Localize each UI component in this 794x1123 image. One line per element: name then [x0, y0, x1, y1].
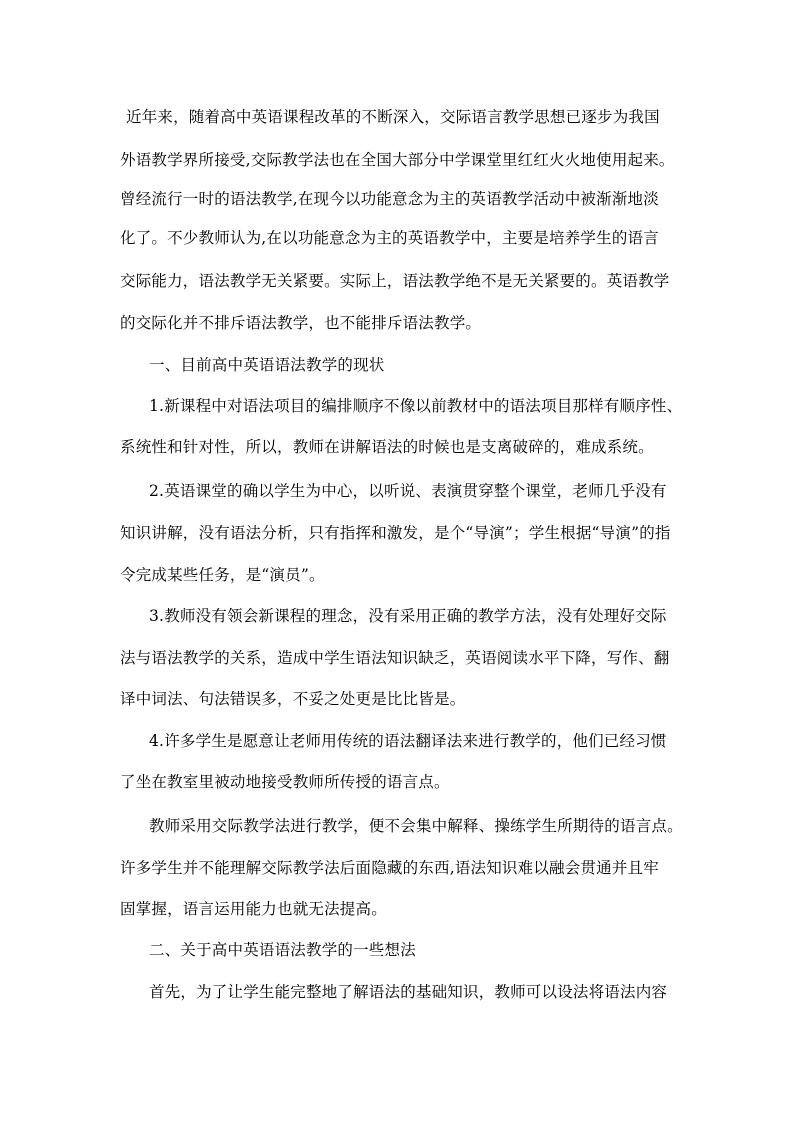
paragraph-line: 系统性和针对性，所以，教师在讲解语法的时候也是支离破碎的，难成系统。	[120, 438, 654, 456]
paragraph-line: 教师采用交际教学法进行教学，便不会集中解释、操练学生所期待的语言点。	[149, 817, 683, 835]
paragraph-line: 2.英语课堂的确以学生为中心，以听说、表演贯穿整个课堂，老师几乎没有	[149, 482, 667, 500]
paragraph-line: 外语教学界所接受,交际教学法也在全国大部分中学课堂里红红火火地使用起来。	[120, 151, 675, 169]
paragraph-line: 曾经流行一时的语法教学,在现今以功能意念为主的英语教学活动中被渐渐地淡	[120, 190, 659, 208]
paragraph-line: 令完成某些任务，是“演员”。	[120, 566, 325, 584]
paragraph-line: 了坐在教室里被动地接受教师所传授的语言点。	[120, 773, 450, 791]
paragraph-line: 的交际化并不排斥语法教学，也不能排斥语法教学。	[120, 314, 482, 332]
paragraph-line: 首先，为了让学生能完整地了解语法的基础知识，教师可以设法将语法内容	[149, 983, 668, 1001]
section-heading: 一、目前高中英语语法教学的现状	[149, 356, 385, 374]
paragraph-line: 1.新课程中对语法项目的编排顺序不像以前教材中的语法项目那样有顺序性、	[149, 397, 683, 415]
paragraph-line: 近年来，随着高中英语课程改革的不断深入，交际语言教学思想已逐步为我国	[126, 108, 660, 126]
paragraph-line: 4.许多学生是愿意让老师用传统的语法翻译法来进行教学的，他们已经习惯	[149, 732, 667, 750]
paragraph-line: 法与语法教学的关系，造成中学生语法知识缺乏，英语阅读水平下降，写作、翻	[120, 649, 670, 667]
paragraph-line: 固掌握，语言运用能力也就无法提高。	[120, 900, 387, 918]
paragraph-line: 许多学生并不能理解交际教学法后面隐藏的东西,语法知识难以融会贯通并且牢	[120, 859, 659, 877]
section-heading: 二、关于高中英语语法教学的一些想法	[149, 941, 416, 959]
paragraph-line: 3.教师没有领会新课程的理念，没有采用正确的教学方法，没有处理好交际	[149, 607, 667, 625]
paragraph-line: 知识讲解，没有语法分析，只有指挥和激发，是个“导演”；学生根据“导演”的指	[120, 524, 671, 542]
paragraph-line: 译中词法、句法错误多，不妥之处更是比比皆是。	[120, 690, 466, 708]
paragraph-line: 交际能力，语法教学无关紧要。实际上，语法教学绝不是无关紧要的。英语教学	[120, 272, 670, 290]
paragraph-line: 化了。不少教师认为,在以功能意念为主的英语教学中，主要是培养学生的语言	[120, 229, 659, 247]
